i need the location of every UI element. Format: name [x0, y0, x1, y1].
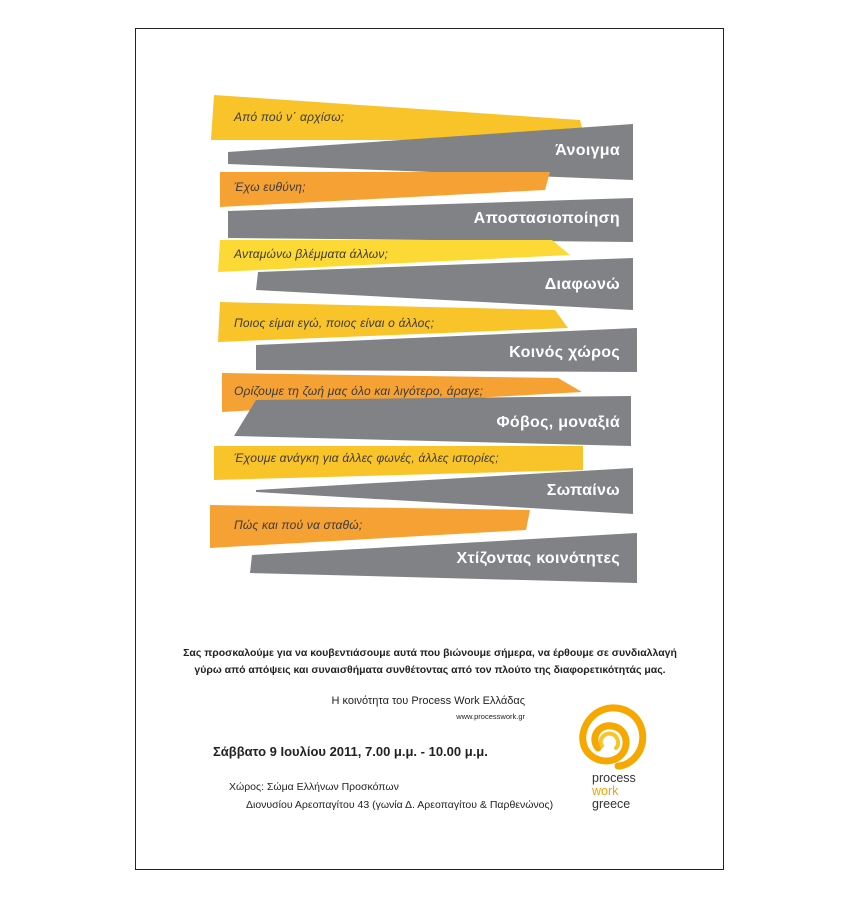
logo-text-process: process — [592, 771, 636, 785]
answer-text-5: Φόβος, μοναξιά — [496, 414, 620, 431]
invitation-text — [150, 645, 710, 679]
question-text-3: Ανταμώνω βλέμματα άλλων; — [234, 247, 389, 261]
venue-name: Χώρος: Σώμα Ελλήνων Προσκόπων — [229, 781, 399, 793]
logo-text-work: work — [592, 784, 619, 798]
question-text-2: Έχω ευθύνη; — [234, 180, 306, 194]
logo-text-greece: greece — [592, 797, 631, 811]
invitation-line-2: γύρω από απόψεις και συναισθήματα συνθέτοντας από τον πλούτο της διαφορετικότητάς μας. — [194, 664, 666, 676]
answer-text-6: Σωπαίνω — [546, 482, 620, 499]
answer-text-4: Κοινός χώρος — [509, 344, 620, 361]
invitation-line-1: Σας προσκαλούμε για να κουβεντιάσουμε αυτά που βιώνουμε σήμερα, να έρθουμε σε συνδιαλλαγή — [183, 647, 677, 659]
question-text-1: Από πού ν΄ αρχίσω; — [234, 110, 345, 124]
answer-text-3: Διαφωνώ — [544, 276, 620, 293]
answer-text-1: Άνοιγμα — [555, 142, 620, 159]
answer-text-2: Αποστασιοποίηση — [473, 210, 620, 227]
question-text-7: Πώς και πού να σταθώ; — [234, 518, 363, 532]
answer-text-7: Χτίζοντας κοινότητες — [456, 550, 620, 567]
community-name: Η κοινότητα του Process Work Ελλάδας — [331, 695, 525, 707]
website-link[interactable]: www.processwork.gr — [456, 712, 525, 721]
question-text-6: Έχουμε ανάγκη για άλλες φωνές, άλλες ιστορίες; — [234, 451, 499, 465]
event-date: Σάββατο 9 Ιουλίου 2011, 7.00 μ.μ. - 10.00 μ.μ. — [213, 744, 488, 759]
question-text-4: Ποιος είμαι εγώ, ποιος είναι ο άλλος; — [234, 316, 435, 330]
question-text-5: Ορίζουμε τη ζωή μας όλο και λιγότερο, άραγε; — [234, 384, 484, 398]
venue-address: Διονυσίου Αρεοπαγίτου 43 (γωνία Δ. Αρεοπαγίτου & Παρθενώνος) — [246, 799, 554, 811]
